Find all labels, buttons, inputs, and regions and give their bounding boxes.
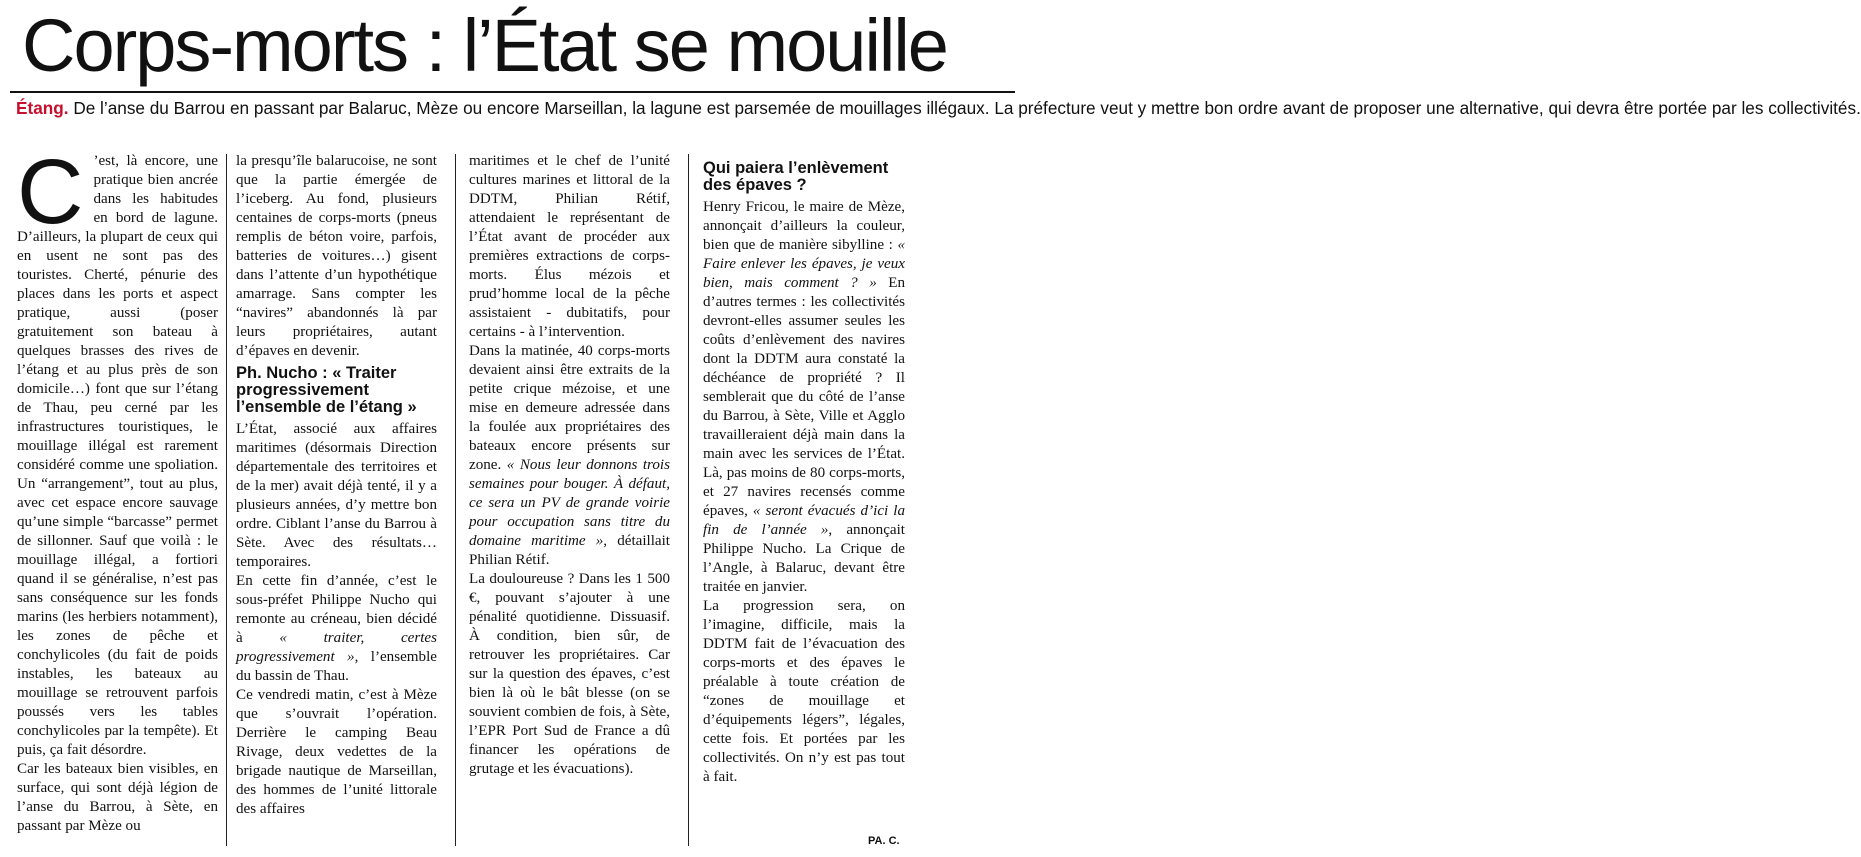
paragraph: La douloureuse ? Dans les 1 500 €, pouvant s’ajouter à une pénalité quotidienne. Dissuasif. À condition, bien sûr, de retrouver les propriétaires. Car sur la question des épaves, c’est bien là où le bât blesse (on se souvient combien de fois, à Sète, l’EPR Port Sud de France a dû financer les opérations de grutage et les évacuations). <box>469 571 670 777</box>
column-divider <box>455 154 456 846</box>
drop-cap: C <box>17 141 84 243</box>
subheading-epaves: Qui paiera l’enlèvement des épaves ? <box>703 159 889 194</box>
paragraph <box>236 572 437 686</box>
article-column-2 <box>236 152 437 854</box>
deck-kicker: Étang. <box>16 98 69 118</box>
paragraph: La progression sera, on l’imagine, difficile, mais la DDTM fait de l’évacuation des corps-morts et des épaves le préalable à toute création de “zones de mouillage et d’équipements légers”, légales, cette fois. Et portées par les collectivités. On n’y est pas tout à fait. <box>703 598 905 785</box>
deck-text: De l’anse du Barrou en passant par Balaruc, Mèze ou encore Marseillan, la lagune est parsemée de mouillages illégaux. La préfecture veut y mettre bon ordre avant de proposer une alternative, qui devra être portée par les collectivités. <box>73 98 1861 118</box>
column-divider <box>688 154 689 846</box>
paragraph <box>703 198 905 597</box>
paragraph: L’État, associé aux affaires maritimes (désormais Direction départementale des territoires et de la mer) avait déjà tenté, il y a plusieurs années, d’y mettre bon ordre. Ciblant l’anse du Barrou à Sète. Avec des résultats… temporaires. <box>236 421 437 570</box>
quote: « seront évacués d’ici la fin de l’année » <box>703 503 905 538</box>
headline: Corps-morts : l’État se mouille <box>22 4 947 87</box>
text-run: Henry Fricou, le maire de Mèze, annonçait d’ailleurs la couleur, bien que de manière sibylline : <box>703 199 905 253</box>
column-divider <box>226 154 227 846</box>
text-run: Dans la matinée, 40 corps-morts devaient ainsi être extraits de la petite crique mézoise, et une mise en demeure adressée dans la foulée aux propriétaires des bateaux encore présents sur zone. <box>469 343 670 473</box>
paragraph: ’est, là encore, une pratique bien ancrée dans les habitudes en bord de lagune. D’ailleurs, la plupart de ceux qui en usent ne sont pas des touristes. Cherté, pénurie des places dans les ports et aspect pratique, aussi (poser gratuitement son bateau à quelques brasses des rives de l’étang et au plus près de son domicile…) font que sur l’étang de Thau, peu cerné par les infrastructures touristiques, le mouillage illégal est rarement considéré comme une spoliation. Un “arrangement”, tout au plus, avec cet espace encore sauvage qu’une simple “barcasse” permet de sillonner. Sauf que voilà : le mouillage illégal, a fortiori quand il se généralise, n’est pas sans conséquence sur les fonds marins (les herbiers notamment), les zones de pêche et conchylicoles (du fait de poids instables, les bateaux au mouillage se retrouvent parfois poussés vers les tables conchylicoles par la tempête). Et puis, ça fait désordre. <box>17 153 218 758</box>
text-run: En d’autres termes : les collectivités devront-elles assumer seules les coûts d’enlèvement des navires dont la DDTM aura constaté la déchéance de propriété ? Il semblerait que du côté de l’anse du Barrou, à Sète, Ville et Agglo travailleraient déjà main dans la main avec les services de l’État. Là, pas moins de 80 corps-morts, et 27 navires recensés comme épaves, <box>703 275 906 519</box>
headline-rule <box>10 91 1015 93</box>
paragraph: maritimes et le chef de l’unité cultures marines et littoral de la DDTM, Philian Rétif, attendaient le représentant de l’État avant de procéder aux premières extractions de corps-morts. Élus mézois et prud’homme local de la pêche assistaient - dubitatifs, pour certains - à l’intervention. <box>469 153 670 340</box>
text-run: , l’ensemble du bassin de Thau. <box>236 649 437 684</box>
article-column-3 <box>469 152 670 842</box>
article-column-4 <box>703 152 905 842</box>
quote: « Faire enlever les épaves, je veux bien, mais comment ? » <box>703 237 905 291</box>
deck <box>16 98 1861 119</box>
byline: PA. C. <box>868 835 900 847</box>
paragraph: Ce vendredi matin, c’est à Mèze que s’ouvrait l’opération. Derrière le camping Beau Rivage, deux vedettes de la brigade nautique de Marseillan, des hommes de l’unité littorale des affaires <box>236 687 437 817</box>
text-run: En cette fin d’année, c’est le sous-préfet Philippe Nucho qui remonte au créneau, bien décidé à <box>236 573 437 646</box>
quote: « traiter, certes progressivement » <box>236 630 438 665</box>
subheading-nucho: Ph. Nucho : « Traiter progressivement l’ensemble de l’étang » <box>236 364 417 416</box>
text-run: , détaillait Philian Rétif. <box>469 533 671 568</box>
paragraph: Car les bateaux bien visibles, en surface, qui sont déjà légion de l’anse du Barrou, à Sète, en passant par Mèze ou <box>17 761 218 834</box>
paragraph <box>469 342 670 570</box>
article-column-1 <box>17 141 218 854</box>
quote: « Nous leur donnons trois semaines pour bouger. À défaut, ce sera un PV de grande voirie pour occupation sans titre du domaine maritime » <box>469 457 670 549</box>
paragraph: la presqu’île balarucoise, ne sont que la partie émergée de l’iceberg. Au fond, plusieurs centaines de corps-morts (pneus remplis de béton voire, parfois, batteries de voitures…) gisent dans l’attente d’un hypothétique amarrage. Sans compter les “navires” abandonnés là par leurs propriétaires, autant d’épaves en devenir. <box>236 153 437 359</box>
text-run: , annonçait Philippe Nucho. La Crique de l’Angle, à Balaruc, devant être traitée en janvier. <box>703 522 905 595</box>
